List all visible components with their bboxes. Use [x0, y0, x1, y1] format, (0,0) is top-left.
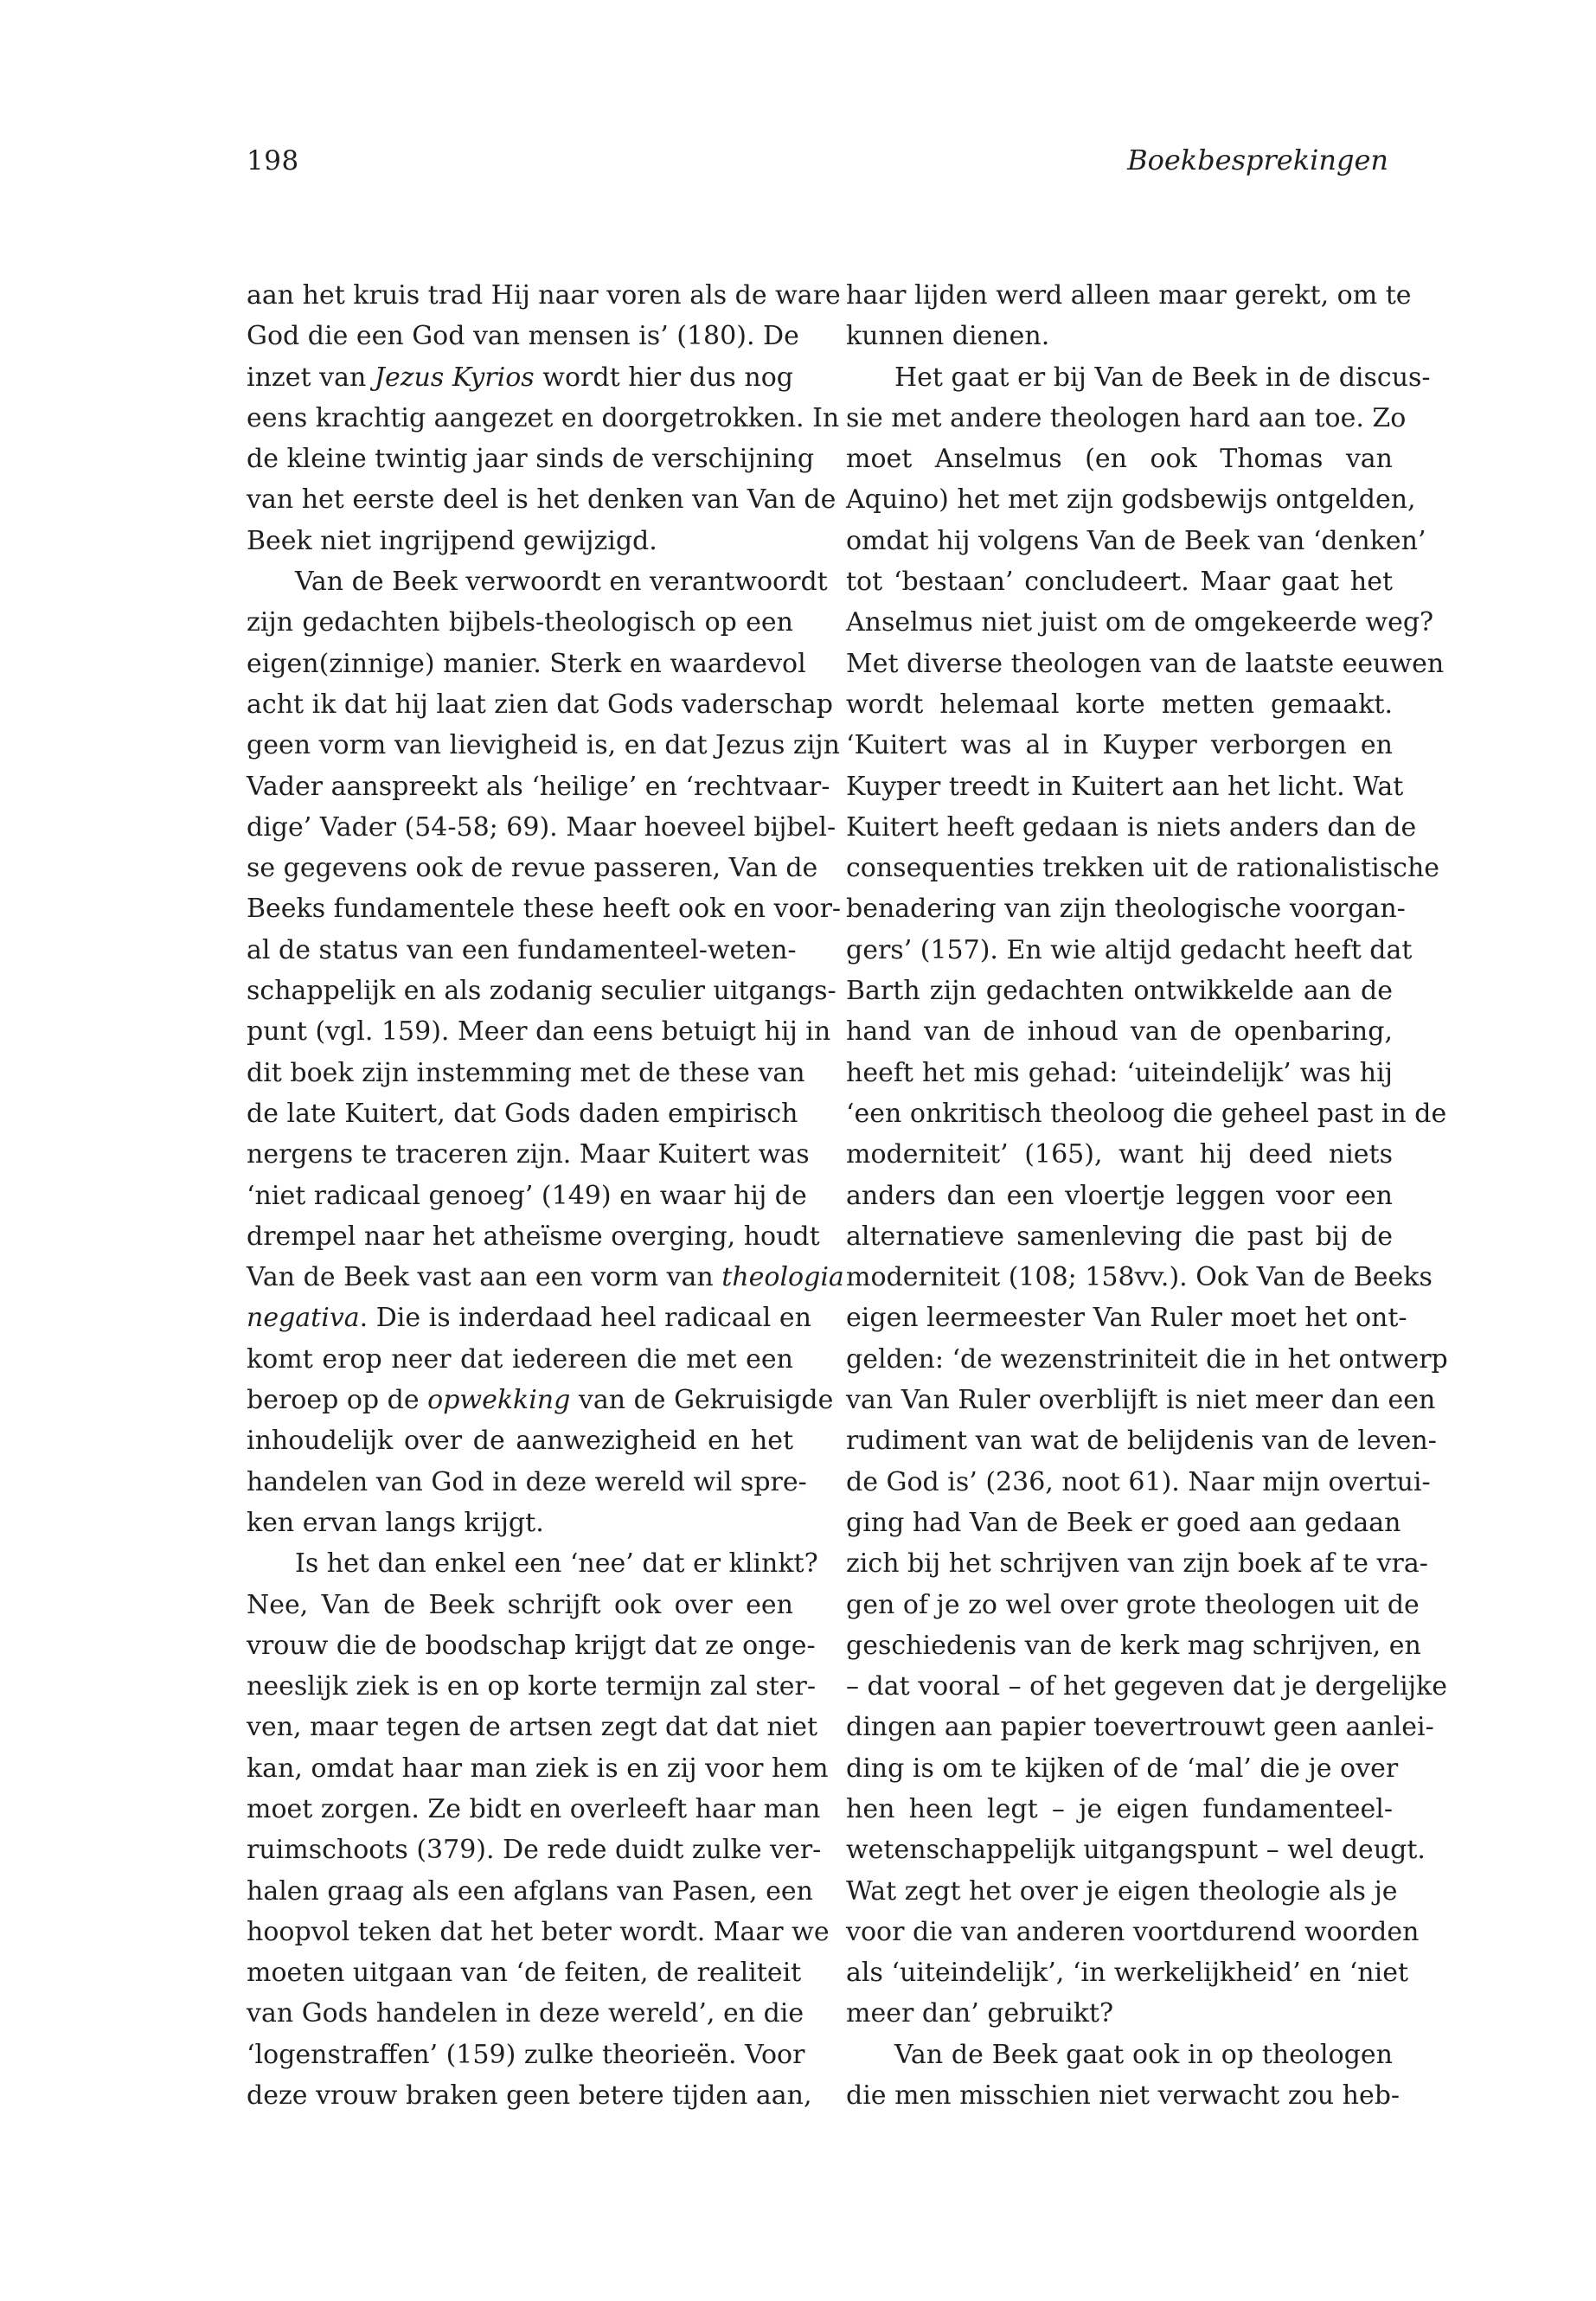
text-line: gelden: ‘de wezenstriniteit die in het ontwerp	[846, 1343, 1448, 1375]
text-line: neeslijk ziek is en op korte termijn zal ster-	[247, 1671, 817, 1702]
text-line: ging had Van de Beek er goed aan gedaan	[846, 1507, 1401, 1538]
left-text-column	[247, 275, 844, 2116]
text-line: sie met andere theologen hard aan toe. Zo	[846, 402, 1407, 433]
text-line: heeft het mis gehad: ‘uiteindelijk’ was hij	[846, 1057, 1393, 1088]
text-line: haar lijden werd alleen maar gerekt, om te	[846, 280, 1412, 311]
text-line: benadering van zijn theologische voorgan-	[846, 894, 1406, 925]
text-line: anders dan een vloertje leggen voor een	[846, 1180, 1393, 1211]
text-line: drempel naar het atheïsme overging, houdt	[247, 1221, 820, 1252]
text-line: God die een God van mensen is’ (180). De	[247, 321, 799, 352]
page-number: 198	[247, 145, 299, 176]
text-line: se gegevens ook de revue passeren, Van de	[247, 853, 818, 884]
text-line: wetenschappelijk uitgangspunt – wel deugt.	[846, 1835, 1426, 1866]
text-line: ‘logenstraffen’ (159) zulke theorieën. Voor	[247, 2039, 805, 2070]
text-line: moderniteit (108; 158vv.). Ook Van de Beeks	[846, 1262, 1433, 1293]
text-line: ‘Kuitert was al in Kuyper verborgen en	[846, 730, 1393, 761]
text-line: die men misschien niet verwacht zou heb-	[846, 2080, 1401, 2112]
text-line: geschiedenis van de kerk mag schrijven, en	[846, 1630, 1421, 1661]
text-line: als ‘uiteindelijk’, ‘in werkelijkheid’ en ‘niet	[846, 1958, 1409, 1989]
text-line: meer dan’ gebruikt?	[846, 1998, 1114, 2029]
text-line: omdat hij volgens Van de Beek van ‘denken’	[846, 525, 1426, 556]
text-line: Barth zijn gedachten ontwikkelde aan de	[846, 976, 1393, 1007]
text-line: eens krachtig aangezet en doorgetrokken. In	[247, 402, 840, 433]
text-line: nergens te traceren zijn. Maar Kuitert was	[247, 1139, 810, 1170]
text-line: gen of je zo wel over grote theologen uit de	[846, 1589, 1420, 1620]
text-line: punt (vgl. 159). Meer dan eens betuigt hij in	[247, 1016, 831, 1048]
text-line: eigen leermeester Van Ruler moet het ont-	[846, 1303, 1407, 1334]
text-line: consequenties trekken uit de rationalistische	[846, 853, 1440, 884]
text-line: komt erop neer dat iedereen die met een	[247, 1343, 793, 1375]
text-line: Kuitert heeft gedaan is niets anders dan de	[846, 811, 1417, 843]
text-line: acht ik dat hij laat zien dat Gods vaderschap	[247, 689, 833, 720]
text-line: Nee, Van de Beek schrijft ook over een	[247, 1589, 793, 1620]
text-line: Aquino) het met zijn godsbewijs ontgelden,	[846, 484, 1416, 516]
text-line: geen vorm van lievigheid is, en dat Jezus zijn	[247, 730, 840, 761]
text-line: dige’ Vader (54-58; 69). Maar hoeveel bijbel-	[247, 811, 836, 843]
text-line: gers’ (157). En wie altijd gedacht heeft dat	[846, 934, 1413, 965]
text-line: Met diverse theologen van de laatste eeuwen	[846, 648, 1445, 679]
text-line: al de status van een fundamenteel-weten-	[247, 934, 797, 965]
text-line: ruimschoots (379). De rede duidt zulke ver-	[247, 1835, 822, 1866]
text-line: Van de Beek gaat ook in op theologen	[894, 2039, 1393, 2070]
text-line: moet Anselmus (en ook Thomas van	[846, 444, 1393, 475]
text-line: beroep op de opwekking van de Gekruisigde	[247, 1385, 834, 1416]
text-line: van het eerste deel is het denken van Van de	[247, 484, 836, 516]
text-line: de late Kuitert, dat Gods daden empirisch	[247, 1098, 798, 1129]
text-line: vrouw die de boodschap krijgt dat ze onge-	[247, 1630, 816, 1661]
text-line: kunnen dienen.	[846, 321, 1050, 352]
text-line: de kleine twintig jaar sinds de verschijning	[247, 444, 815, 475]
text-line: Kuyper treedt in Kuitert aan het licht. Wat	[846, 771, 1404, 802]
text-line: de God is’ (236, noot 61). Naar mijn overtui-	[846, 1466, 1431, 1497]
text-line: ding is om te kijken of de ‘mal’ die je over	[846, 1753, 1399, 1784]
text-line: Van de Beek verwoordt en verantwoordt	[295, 567, 828, 598]
text-line: ‘niet radicaal genoeg’ (149) en waar hij de	[247, 1180, 807, 1211]
text-line: zich bij het schrijven van zijn boek af te vra-	[846, 1548, 1428, 1580]
text-line: inhoudelijk over de aanwezigheid en het	[247, 1426, 793, 1457]
text-line: hoopvol teken dat het beter wordt. Maar we	[247, 1916, 830, 1947]
text-line: aan het kruis trad Hij naar voren als de ware	[247, 280, 841, 311]
text-line: hen heen legt – je eigen fundamenteel-	[846, 1793, 1393, 1824]
right-text-column	[846, 275, 1448, 2116]
text-line: eigen(zinnige) manier. Sterk en waardevol	[247, 648, 806, 679]
text-line: moderniteit’ (165), want hij deed niets	[846, 1139, 1393, 1170]
text-line: van Gods handelen in deze wereld’, en die	[247, 1998, 804, 2029]
running-head: Boekbesprekingen	[1127, 144, 1388, 176]
text-line: ven, maar tegen de artsen zegt dat dat niet	[247, 1712, 818, 1743]
text-line: ken ervan langs krijgt.	[247, 1507, 544, 1538]
text-line: handelen van God in deze wereld wil spre-	[247, 1466, 807, 1497]
text-line: dit boek zijn instemming met de these van	[247, 1057, 805, 1088]
text-line: voor die van anderen voortdurend woorden	[846, 1916, 1420, 1947]
text-line: van Van Ruler overblijft is niet meer dan een	[846, 1385, 1436, 1416]
text-line: kan, omdat haar man ziek is en zij voor hem	[247, 1753, 829, 1784]
text-line: Anselmus niet juist om de omgekeerde weg?	[846, 607, 1434, 638]
text-line: ‘een onkritisch theoloog die geheel past in de	[846, 1098, 1447, 1129]
text-line: Beeks fundamentele these heeft ook en voor-	[247, 894, 842, 925]
text-line: Van de Beek vast aan een vorm van theologia	[247, 1262, 844, 1293]
text-line: hand van de inhoud van de openbaring,	[846, 1016, 1393, 1048]
text-line: schappelijk en als zodanig seculier uitgangs-	[247, 976, 836, 1007]
text-line: moeten uitgaan van ‘de feiten, de realiteit	[247, 1958, 802, 1989]
text-line: Wat zegt het over je eigen theologie als je	[846, 1875, 1398, 1907]
text-line: Beek niet ingrijpend gewijzigd.	[247, 525, 657, 556]
text-line: zijn gedachten bijbels-theologisch op een	[247, 607, 793, 638]
text-line: Het gaat er bij Van de Beek in de discus-	[894, 362, 1431, 393]
text-line: moet zorgen. Ze bidt en overleeft haar man	[247, 1793, 821, 1824]
text-line: Vader aanspreekt als ‘heilige’ en ‘rechtvaar-	[247, 771, 830, 802]
text-line: negativa. Die is inderdaad heel radicaal en	[247, 1303, 811, 1334]
text-line: deze vrouw braken geen betere tijden aan,	[247, 2080, 812, 2112]
text-line: – dat vooral – of het gegeven dat je dergelijke	[846, 1671, 1447, 1702]
text-line: dingen aan papier toevertrouwt geen aanlei-	[846, 1712, 1434, 1743]
text-line: tot ‘bestaan’ concludeert. Maar gaat het	[846, 567, 1393, 598]
text-line: rudiment van wat de belijdenis van de leven-	[846, 1426, 1437, 1457]
text-line: Is het dan enkel een ‘nee’ dat er klinkt?	[295, 1548, 818, 1580]
text-line: wordt helemaal korte metten gemaakt.	[846, 689, 1393, 720]
text-line: inzet van Jezus Kyrios wordt hier dus nog	[247, 362, 793, 393]
text-line: halen graag als een afglans van Pasen, een	[247, 1875, 813, 1907]
text-line: alternatieve samenleving die past bij de	[846, 1221, 1393, 1252]
